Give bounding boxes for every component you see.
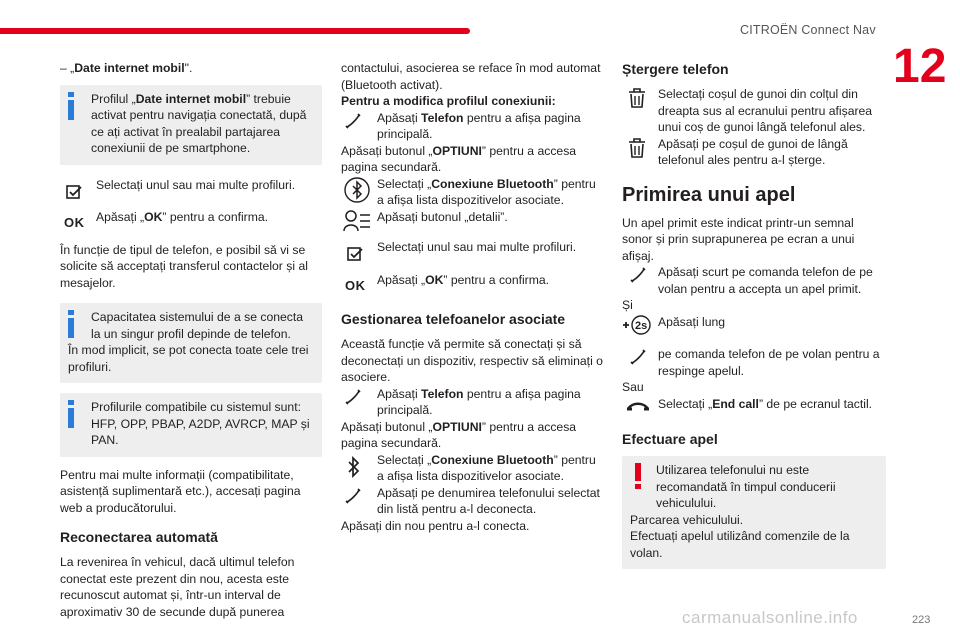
subheading: Pentru a modifica profilul conexiunii: — [341, 94, 556, 108]
step-accept-call: Apăsați scurt pe comanda telefon de pe volan pentru a accepta un apel primit. — [622, 264, 886, 297]
phone-icon — [630, 349, 646, 365]
section-heading: Ștergere telefon — [622, 61, 729, 77]
manual-section-title: CITROËN Connect Nav — [740, 23, 876, 37]
bluetooth-icon — [347, 456, 361, 478]
page-number: 223 — [912, 614, 931, 626]
step-trash: Selectați coșul de gunoi din colțul din dreapta sus al ecranului pentru afișarea unui coș de gunoi lângă telefonul ales. — [622, 86, 886, 136]
column-1 — [60, 60, 322, 620]
step-phone: Apăsați Telefon pentru a afișa pagina principală. — [341, 110, 603, 143]
user-details-icon — [343, 209, 371, 233]
section-heading: Efectuare apel — [622, 431, 718, 447]
chapter-number: 12 — [893, 40, 947, 93]
paragraph: Apăsați butonul „OPTIUNI” pentru a accesa pagina secundară. — [341, 419, 577, 450]
step-confirm-ok: OK Apăsați „OK” pentru a confirma. — [64, 210, 269, 230]
section-heading: Primirea unui apel — [622, 183, 796, 206]
ok-icon: OK — [64, 215, 85, 230]
paragraph: Pentru mai multe informații (compatibilitate, asistență suplimentară etc.), accesați pagina web a producătorului. — [60, 467, 301, 515]
bluetooth-circle-icon — [343, 176, 371, 204]
list-item: – „Date internet mobil". — [60, 61, 193, 75]
phone-icon — [345, 488, 361, 504]
step-disconnect: Apăsați pe denumirea telefonului selectat din listă pentru a-l deconecta. — [341, 485, 603, 518]
header-accent-bar — [0, 28, 470, 34]
step-select-profiles: Selectați unul sau mai multe profiluri. — [60, 177, 322, 194]
warning-note: Utilizarea telefonului nu este recomandată în timpul conducerii vehiculului. Parcarea vehiculului. Efectuați apelul utilizând comenzile de la volan. — [622, 456, 886, 569]
hang-up-icon — [626, 400, 650, 412]
paragraph: Această funcție vă permite să conectați și să deconectați un dispozitiv, respectiv să eliminați o asociere. — [341, 337, 603, 384]
ok-icon: OK — [345, 277, 366, 293]
step-long-press: 2s Apăsați lung — [622, 314, 886, 331]
watermark: carmanualsonline.info — [682, 608, 858, 627]
info-note: Capacitatea sistemului de a se conecta la un singur profil depinde de telefon. În mod implicit, se pot conecta toate cele trei profiluri. — [60, 303, 322, 383]
column-2 — [341, 60, 603, 534]
paragraph: Sau — [622, 380, 644, 394]
checklist-icon — [66, 185, 82, 199]
section-heading: Reconectarea automată — [60, 529, 218, 545]
info-icon — [66, 92, 76, 120]
paragraph: Un apel primit este indicat printr-un semnal sonor și prin suprapunerea pe ecran a unui afișaj. — [622, 215, 855, 263]
long-press-2s-icon — [622, 314, 652, 336]
trash-icon — [628, 88, 646, 108]
info-note: Profilurile compatibile cu sistemul sunt: HFP, OPP, PBAP, A2DP, AVRCP, MAP și PAN. — [60, 393, 322, 457]
phone-icon — [345, 113, 361, 129]
info-icon — [66, 400, 76, 428]
phone-icon — [345, 389, 361, 405]
column-3 — [622, 60, 886, 579]
step-phone: Apăsați Telefon pentru a afișa pagina principală. — [341, 386, 603, 419]
phone-icon — [630, 267, 646, 283]
info-note: Profilul „Date internet mobil” trebuie activat pentru navigația conectată, după ce ați activat în prealabil partajarea conexiunii de pe smartphone. — [60, 85, 322, 165]
paragraph: Și — [622, 298, 633, 312]
trash-icon — [628, 138, 646, 158]
svg-text:2s: 2s — [635, 319, 648, 332]
step-end-call: Selectați „End call” de pe ecranul tactil. — [622, 396, 886, 413]
step-bluetooth: Selectați „Conexiune Bluetooth” pentru a afișa lista dispozitivelor asociate. — [341, 176, 603, 209]
step-select-profiles: Selectați unul sau mai multe profiluri. — [341, 239, 603, 256]
paragraph: Apăsați butonul „OPTIUNI” pentru a accesa pagina secundară. — [341, 143, 577, 174]
paragraph: În funcție de tipul de telefon, e posibil să vi se solicite să acceptați transferul contactelor și al mesajelor. — [60, 242, 308, 290]
step-reject-call: pe comanda telefon de pe volan pentru a respinge apelul. — [622, 346, 886, 379]
step-confirm-ok: OK Apăsați „OK” pentru a confirma. — [345, 272, 550, 293]
step-bluetooth: Selectați „Conexiune Bluetooth” pentru a afișa lista dispozitivelor asociate. — [341, 452, 603, 485]
paragraph: contactului, asocierea se reface în mod automat (Bluetooth activat). — [341, 61, 601, 92]
paragraph: La revenirea în vehicul, dacă ultimul telefon conectat este prezent din nou, acesta este recunoscut automat și, într-un interval de aproximativ 30 de secunde după punerea — [60, 555, 295, 619]
section-heading: Gestionarea telefoanelor asociate — [341, 311, 566, 327]
step-details: Apăsați butonul „detalii”. — [341, 209, 603, 226]
warning-icon — [634, 463, 642, 489]
paragraph: Apăsați din nou pentru a-l conecta. — [341, 518, 530, 533]
info-icon — [66, 310, 76, 338]
step-trash: Apăsați pe coșul de gunoi de lângă telefonul ales pentru a-l șterge. — [622, 136, 886, 169]
checklist-icon — [347, 247, 363, 261]
